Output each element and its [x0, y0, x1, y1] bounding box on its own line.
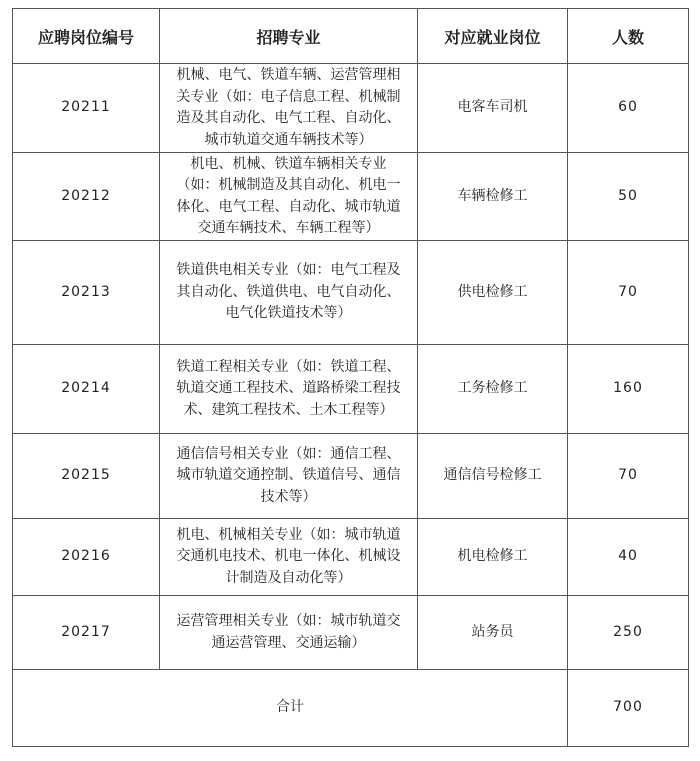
position-code: 20211 — [13, 64, 160, 153]
headcount: 70 — [568, 241, 689, 345]
total-label: 合计 — [13, 670, 568, 747]
table-row — [13, 519, 689, 596]
job-position: 机电检修工 — [418, 519, 568, 596]
major-text: 铁道工程相关专业（如：铁道工程、轨道交通工程技术、道路桥梁工程技术、建筑工程技术、土木工程等） — [160, 345, 418, 434]
position-code: 20215 — [13, 434, 160, 519]
job-position: 车辆检修工 — [418, 153, 568, 241]
major-text: 铁道供电相关专业（如：电气工程及其自动化、铁道供电、电气自动化、电气化铁道技术等） — [160, 241, 418, 345]
headcount: 70 — [568, 434, 689, 519]
recruitment-table — [12, 8, 689, 747]
headcount: 250 — [568, 596, 689, 670]
major-text: 运营管理相关专业（如：城市轨道交通运营管理、交通运输） — [160, 596, 418, 670]
header-row — [13, 9, 689, 64]
position-code: 20217 — [13, 596, 160, 670]
job-position: 站务员 — [418, 596, 568, 670]
table-row — [13, 345, 689, 434]
table-row — [13, 434, 689, 519]
header-code: 应聘岗位编号 — [13, 9, 160, 64]
major-text: 机械、电气、铁道车辆、运营管理相关专业（如：电子信息工程、机械制造及其自动化、电气工程、自动化、城市轨道交通车辆技术等） — [160, 64, 418, 153]
total-row — [13, 670, 689, 747]
total-count: 700 — [568, 670, 689, 747]
header-count: 人数 — [568, 9, 689, 64]
major-text: 通信信号相关专业（如：通信工程、城市轨道交通控制、铁道信号、通信技术等） — [160, 434, 418, 519]
position-code: 20214 — [13, 345, 160, 434]
position-code: 20212 — [13, 153, 160, 241]
table-row — [13, 153, 689, 241]
major-text: 机电、机械相关专业（如：城市轨道交通机电技术、机电一体化、机械设计制造及自动化等） — [160, 519, 418, 596]
job-position: 通信信号检修工 — [418, 434, 568, 519]
headcount: 50 — [568, 153, 689, 241]
table-row — [13, 241, 689, 345]
job-position: 供电检修工 — [418, 241, 568, 345]
job-position: 工务检修工 — [418, 345, 568, 434]
headcount: 60 — [568, 64, 689, 153]
position-code: 20213 — [13, 241, 160, 345]
header-position: 对应就业岗位 — [418, 9, 568, 64]
headcount: 40 — [568, 519, 689, 596]
major-text: 机电、机械、铁道车辆相关专业（如：机械制造及其自动化、机电一体化、电气工程、自动化、城市轨道交通车辆技术、车辆工程等） — [160, 153, 418, 241]
table-row — [13, 64, 689, 153]
table-row — [13, 596, 689, 670]
header-major: 招聘专业 — [160, 9, 418, 64]
position-code: 20216 — [13, 519, 160, 596]
headcount: 160 — [568, 345, 689, 434]
job-position: 电客车司机 — [418, 64, 568, 153]
